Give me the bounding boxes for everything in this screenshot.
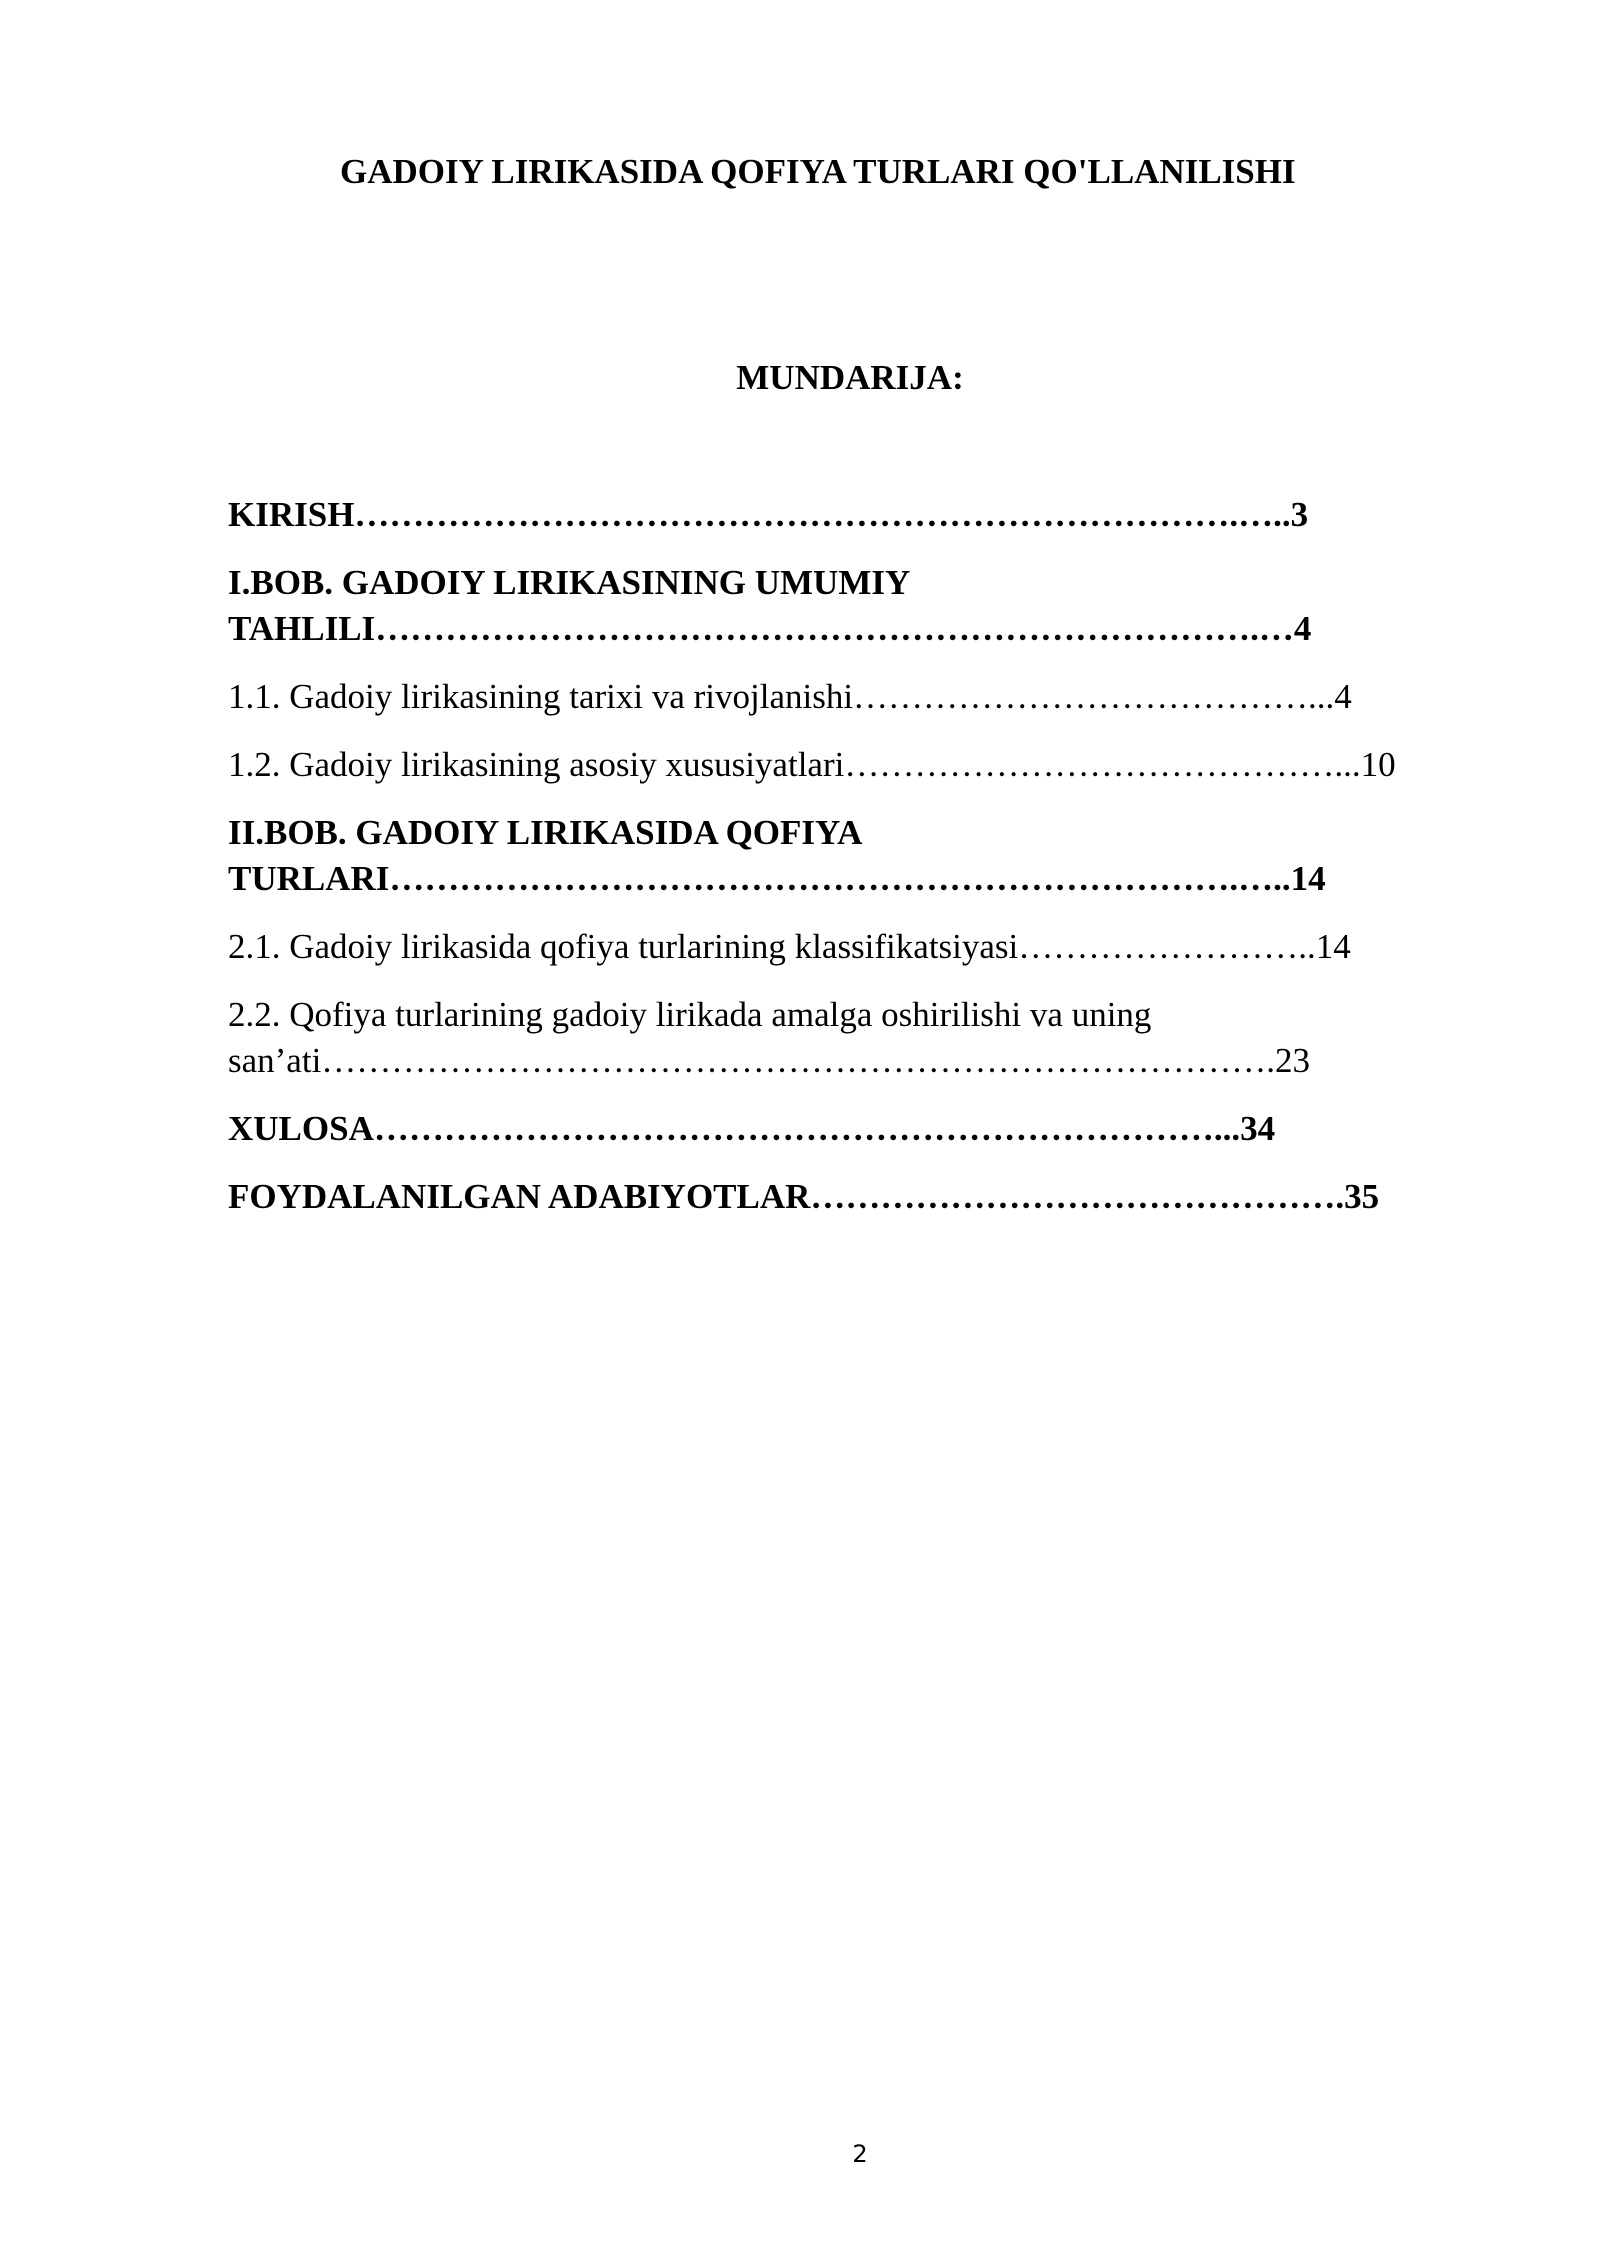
toc-entry-2-1[interactable] xyxy=(228,924,1478,970)
toc-entry-line: 1.1. Gadoiy lirikasining tarixi va rivojlanishi…………………………………...4 xyxy=(228,677,1352,716)
toc-entry-line: TAHLILI………………………………………………………………….…4 xyxy=(228,609,1312,648)
toc-entry-xulosa[interactable] xyxy=(228,1106,1478,1152)
toc-entry-chapter-2[interactable] xyxy=(228,810,1478,902)
document-title: GADOIY LIRIKASIDA QOFIYA TURLARI QO'LLANILISHI xyxy=(340,152,1296,191)
toc-entry-1-2[interactable] xyxy=(228,742,1478,788)
toc-entry-line: KIRISH………………………………………………………………….…..3 xyxy=(228,495,1309,534)
toc-entry-line: 2.2. Qofiya turlarining gadoiy lirikada amalga oshirilishi va uning xyxy=(228,995,1152,1034)
toc-entry-line: 2.1. Gadoiy lirikasida qofiya turlarining klassifikatsiyasi……………………..14 xyxy=(228,927,1351,966)
toc-entry-chapter-1[interactable] xyxy=(228,560,1478,652)
toc-heading: MUNDARIJA: xyxy=(736,358,964,397)
toc-entry-line: san’ati……………………………………………………………………….23 xyxy=(228,1041,1311,1080)
toc-entry-1-1[interactable] xyxy=(228,674,1478,720)
toc-entry-line: 1.2. Gadoiy lirikasining asosiy xususiyatlari……………………………………...10 xyxy=(228,745,1396,784)
toc-entry-line: I.BOB. GADOIY LIRIKASINING UMUMIY xyxy=(228,563,911,602)
toc-entry-line: II.BOB. GADOIY LIRIKASIDA QOFIYA xyxy=(228,813,863,852)
toc-entry-kirish[interactable] xyxy=(228,492,1478,538)
page-number: 2 xyxy=(852,2140,868,2168)
toc-entry-line: XULOSA………………………………………………………………...34 xyxy=(228,1109,1276,1148)
toc-entry-line: TURLARI……………………………………………………………….…..14 xyxy=(228,859,1326,898)
toc-entry-2-2[interactable] xyxy=(228,992,1478,1084)
toc-entry-adabiyotlar[interactable] xyxy=(228,1174,1478,1220)
toc-entry-line: FOYDALANILGAN ADABIYOTLAR……………………………………….35 xyxy=(228,1177,1380,1216)
table-of-contents xyxy=(228,492,1478,1242)
